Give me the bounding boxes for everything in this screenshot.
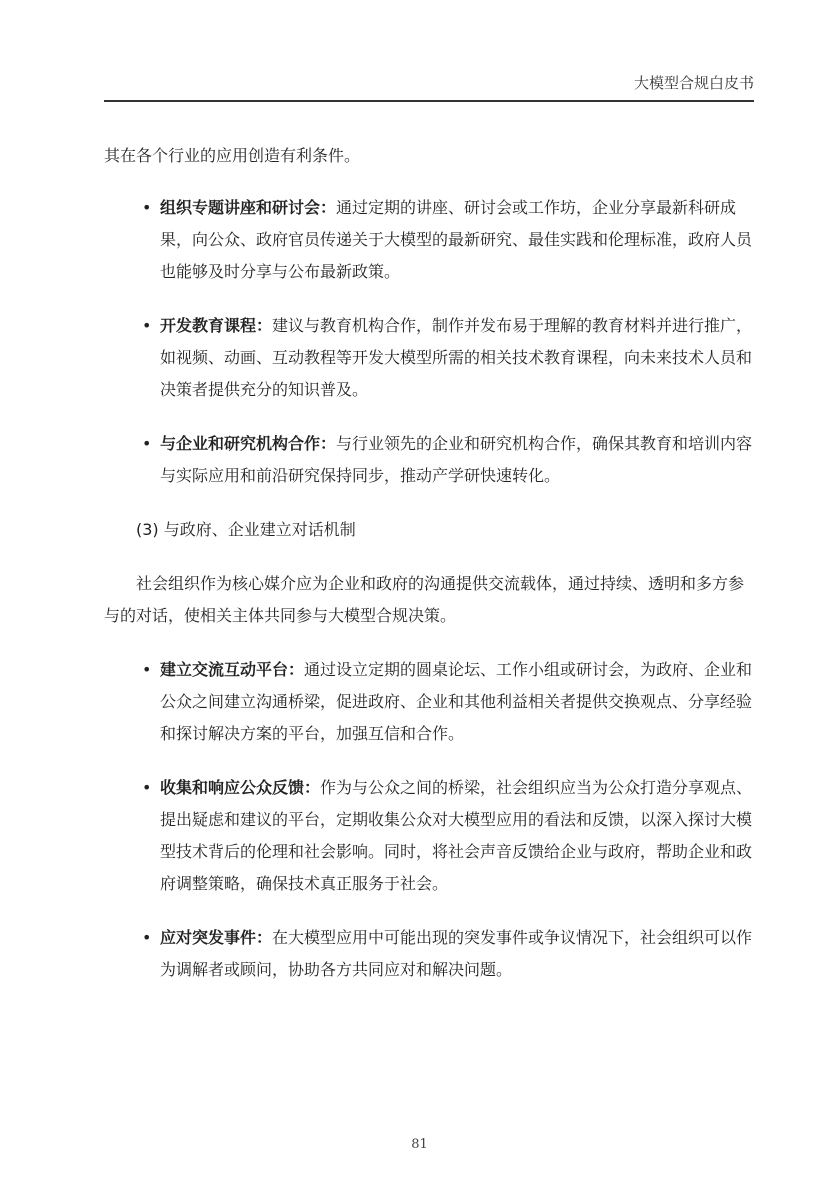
list-item-term: 建立交流互动平台： [160, 660, 305, 679]
page-number: 81 [411, 1137, 428, 1152]
list-item [160, 428, 754, 492]
list-item-term: 组织专题讲座和研讨会： [160, 198, 337, 217]
list-item [160, 310, 754, 406]
list-item-text: 通过设立定期的圆桌论坛、工作小组或研讨会，为政府、企业和公众之间建立沟通桥梁，促进政府、企业和其他利益相关者提供交换观点、分享经验和探讨解决方案的平台，加强互信和合作。 [160, 660, 753, 743]
page-body [104, 140, 754, 1008]
header-divider [104, 100, 754, 102]
list-item-term: 开发教育课程： [160, 316, 273, 335]
list-item-text: 在大模型应用中可能出现的突发事件或争议情况下，社会组织可以作为调解者或顾问，协助各方共同应对和解决问题。 [160, 928, 753, 979]
list-item-text: 建议与教育机构合作，制作并发布易于理解的教育材料并进行推广，如视频、动画、互动教程等开发大模型所需的相关技术教育课程，向未来技术人员和决策者提供充分的知识普及。 [160, 316, 753, 399]
list-item-text: 通过定期的讲座、研讨会或工作坊，企业分享最新科研成果，向公众、政府官员传递关于大模型的最新研究、最佳实践和伦理标准，政府人员也能够及时分享与公布最新政策。 [160, 198, 753, 281]
list-item-term: 收集和响应公众反馈： [160, 778, 321, 797]
intro-paragraph: 其在各个行业的应用创造有利条件。 [104, 146, 361, 165]
list-item [160, 654, 754, 750]
list-item [160, 772, 754, 900]
running-header-title: 大模型合规白皮书 [633, 74, 754, 92]
section-paragraph: 社会组织作为核心媒介应为企业和政府的沟通提供交流载体，通过持续、透明和多方参与的对话，使相关主体共同参与大模型合规决策。 [104, 574, 745, 625]
list-item-term: 与企业和研究机构合作： [160, 434, 337, 453]
list-item [160, 922, 754, 986]
bullet-list-education [104, 192, 754, 492]
section-heading: (3) 与政府、企业建立对话机制 [136, 520, 356, 539]
list-item-text: 作为与公众之间的桥梁，社会组织应当为公众打造分享观点、提出疑虑和建议的平台，定期收集公众对大模型应用的看法和反馈，以深入探讨大模型技术背后的伦理和社会影响。同时，将社会声音反馈给企业与政府，帮助企业和政府调整策略，确保技术真正服务于社会。 [160, 778, 753, 893]
list-item-term: 应对突发事件： [160, 928, 273, 947]
list-item [160, 192, 754, 288]
list-item-text: 与行业领先的企业和研究机构合作，确保其教育和培训内容与实际应用和前沿研究保持同步，推动产学研快速转化。 [160, 434, 753, 485]
bullet-list-dialogue [104, 654, 754, 986]
